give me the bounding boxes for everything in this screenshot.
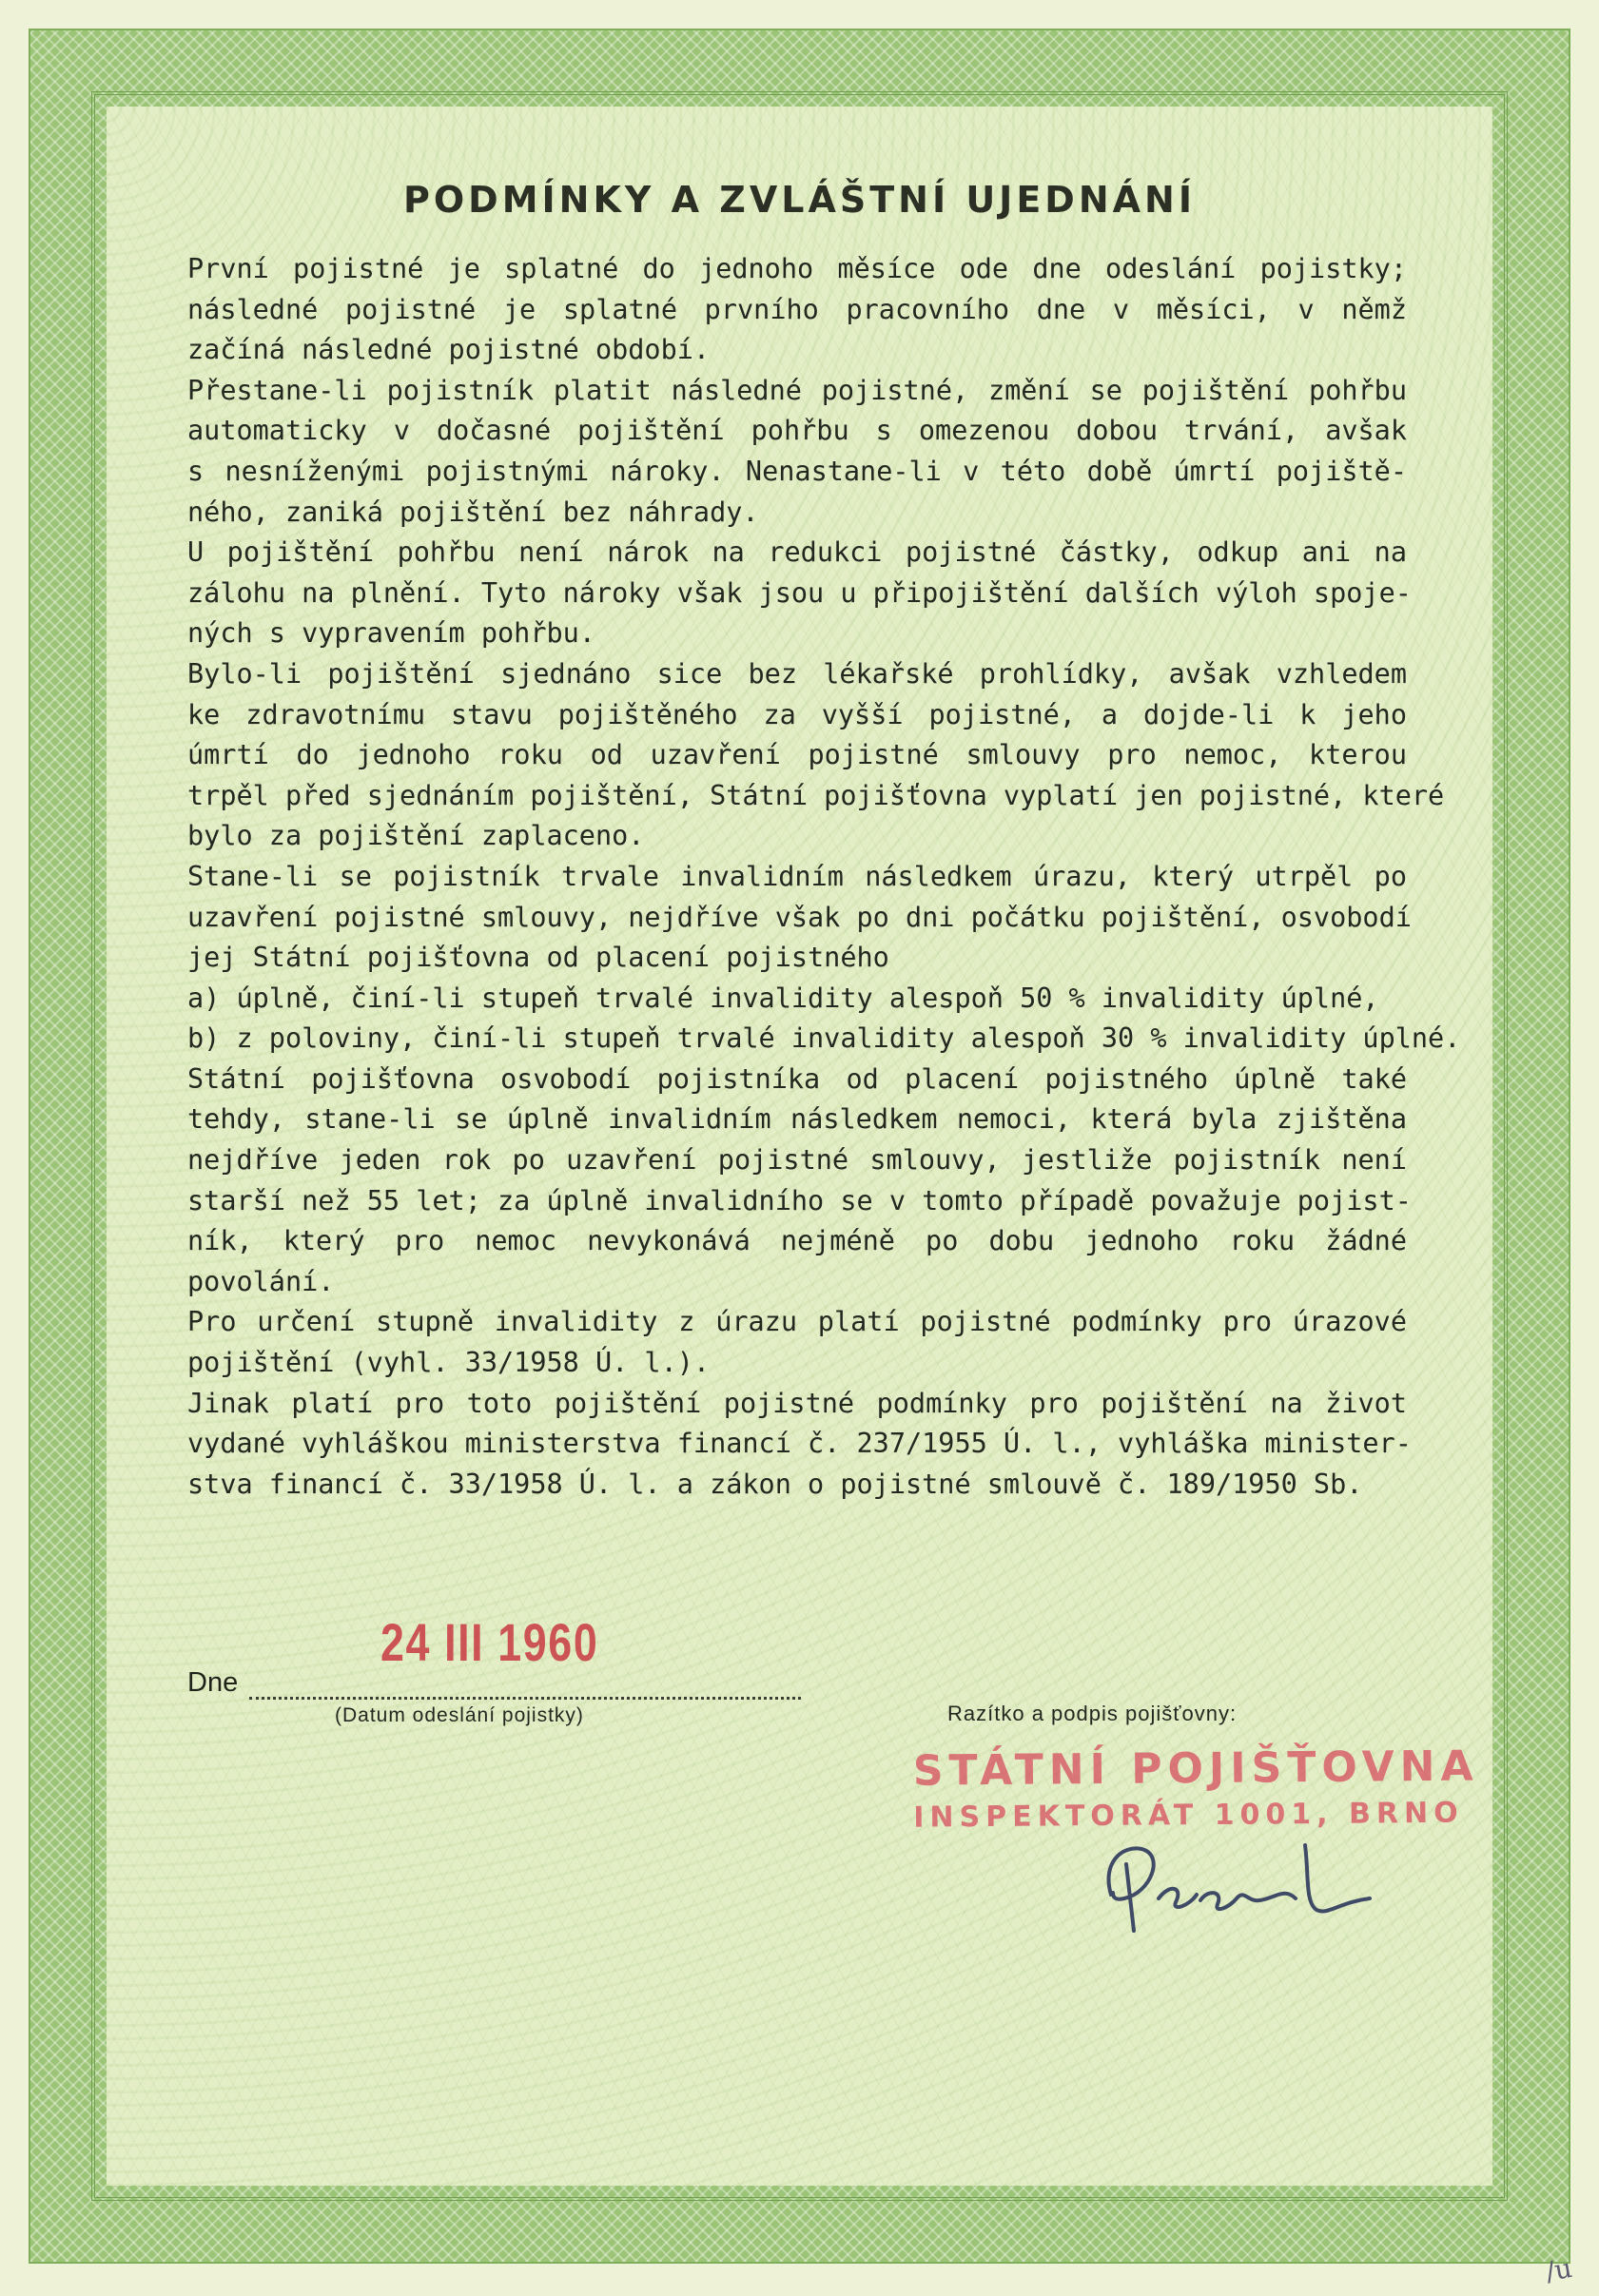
paragraph [187,1302,1407,1383]
paragraph [187,371,1407,533]
paragraph [187,533,1412,654]
text-line: bylo za pojištění zaplaceno. [187,820,645,852]
text-line: uzavření pojistné smlouvy, nejdříve však po dni počátku pojištění, osvobodí [187,901,1412,933]
text-line: Pro určení stupně invalidity z úrazu platí pojistné podmínky pro úrazové [187,1306,1407,1338]
handwritten-signature [1084,1807,1427,1950]
text-line: Jinak platí pro toto pojištění pojistné podmínky pro pojištění na život [187,1387,1407,1419]
text-line: Stane-li se pojistník trvale invalidním následkem úrazu, který utrpěl po [187,860,1407,892]
paragraph [187,1060,1412,1303]
text-line: vydané vyhláškou ministerstva financí č. 237/1955 Ú. l., vyhláška minister- [187,1428,1412,1460]
date-caption: (Datum odeslání pojistky) [335,1704,584,1726]
text-line: ných s vypravením pohřbu. [187,617,595,650]
text-line: ník, který pro nemoc nevykonává nejméně po dobu jednoho roku žádné [187,1225,1407,1257]
text-line: Bylo-li pojištění sjednáno sice bez lékařské prohlídky, avšak vzhledem [187,657,1407,690]
date-dotted-line [249,1697,801,1700]
text-line: trpěl před sjednáním pojištění, Státní pojišťovna vyplatí jen pojistné, které [187,779,1445,811]
text-line: b) z poloviny, činí-li stupeň trvalé invalidity alespoň 30 % invalidity úplné. [187,1022,1461,1055]
text-line: U pojištění pohřbu není nárok na redukci pojistné částky, odkup ani na [187,536,1407,569]
text-line: s nesníženými pojistnými nároky. Nenastane-li v této době úmrtí pojiště- [187,455,1407,487]
paragraph [187,1384,1412,1506]
paragraph [187,1019,1461,1060]
corner-handwritten-mark: /u [1543,2251,1575,2288]
text-line: tehdy, stane-li se úplně invalidním následkem nemoci, která byla zjištěna [187,1103,1407,1136]
text-line: začíná následné pojistné období. [187,334,711,366]
date-label: Dne [187,1667,239,1698]
date-stamp: 24 III 1960 [380,1612,599,1672]
text-line: Státní pojišťovna osvobodí pojistníka od placení pojistného úplně také [187,1062,1407,1095]
text-line: následné pojistné je splatné prvního pracovního dne v měsíci, v němž [187,293,1407,325]
conditions-text [187,249,1461,1505]
stamp-line-1: STÁTNÍ POJIŠŤOVNA [912,1741,1479,1796]
text-line: První pojistné je splatné do jednoho měsíce ode dne odeslání pojistky; [187,253,1407,284]
text-line: ného, zaniká pojištění bez náhrady. [187,496,759,528]
document-title: PODMÍNKY A ZVLÁŠTNÍ UJEDNÁNÍ [403,179,1196,221]
text-line: povolání. [187,1265,335,1297]
text-line: zálohu na plnění. Tyto nároky však jsou u připojištění dalších výloh spoje- [187,576,1412,609]
text-line: ke zdravotnímu stavu pojištěného za vyšší pojistné, a dojde-li k jeho [187,698,1407,730]
stamp-line-2: INSPEKTORÁT 1001, BRNO [913,1796,1464,1835]
text-line: a) úplně, činí-li stupeň trvalé invalidity alespoň 50 % invalidity úplné, [187,982,1379,1014]
paragraph [187,249,1407,371]
text-line: nejdříve jeden rok po uzavření pojistné smlouvy, jestliže pojistník není [187,1144,1407,1177]
text-line: jej Státní pojišťovna od placení pojistného [187,942,889,974]
signature-caption: Razítko a podpis pojišťovny: [947,1702,1238,1725]
text-line: úmrtí do jednoho roku od uzavření pojistné smlouvy pro nemoc, kterou [187,739,1407,771]
paragraph [187,979,1407,1020]
paragraph [187,857,1412,979]
text-line: automaticky v dočasné pojištění pohřbu s omezenou dobou trvání, avšak [187,415,1407,447]
text-line: pojištění (vyhl. 33/1958 Ú. l.). [187,1347,711,1379]
text-line: stva financí č. 33/1958 Ú. l. a zákon o pojistné smlouvě č. 189/1950 Sb. [187,1468,1363,1500]
text-line: starší než 55 let; za úplně invalidního se v tomto případě považuje pojist- [187,1184,1412,1216]
paragraph [187,654,1445,857]
text-line: Přestane-li pojistník platit následné pojistné, změní se pojištění pohřbu [187,374,1407,406]
